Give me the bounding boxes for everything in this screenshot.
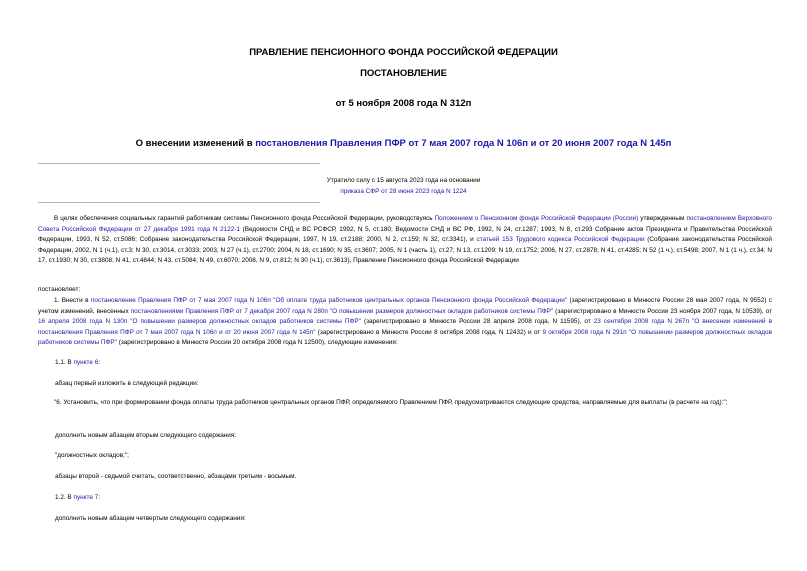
preamble-text-2: утвержденным	[638, 215, 687, 222]
item-1-2-colon: :	[98, 494, 101, 501]
item-1-text-4: (зарегистрировано в Минюсте России 28 апреля 2008 года, N 11595), от	[360, 318, 594, 326]
item-1-link-106p[interactable]: постановление Правления ПФР от 7 мая 2007 года N 106п "Об оплате труда работников центральных органов Пенсионного фонда Российской Федерации"	[90, 297, 568, 304]
item-1-link-130p[interactable]: 16 апреля 2008 года N 130п "О повышении размеров должностных окладов работников системы ПФР"	[38, 318, 361, 326]
preamble-text-1: В целях обеспечения социальных гарантий работникам системы Пенсионного фонда Российской Федерации, руководствуясь	[54, 215, 435, 222]
status-note: Утратило силу с 15 августа 2023 года на основании	[326, 177, 481, 184]
item-1-2-text: 1.2. В	[55, 494, 74, 501]
divider-top	[38, 163, 320, 164]
item-1-2	[55, 494, 100, 501]
item-1-text-3: (зарегистрировано в Минюсте России 23 ноября 2007 года, N 10539), от	[553, 307, 773, 315]
preamble-text-4: (Собрание законодательства Российской Федерации, 2002, N 1 (ч.1), ст.3; N 30, ст.3014, ст.3033; 2003, N 27 (ч.1), ст.2700; 2004, N 18, ст.1690; N 35, ст.3607; 2005, N 1 (часть 1), ст.27; N 13, ст.1209; N 19, ст.1752; 2006, N 27, ст.2878; N 41, ст.4285; N 52 (1 ч.), ст.5498; 2007, N 1 (1 ч.), ст.34; N 17, ст.1930; N 30, ст.3808; N 41, ст.4844; N 43, ст.5084; N 49, ст.6070; 2008, N 9, ст.812; N 30 (ч.1), ст.3613), Правление Пенсионного фонда Российской Федерации	[38, 236, 772, 265]
quote-salaries: "должностных окладов;";	[55, 452, 129, 459]
item-1-1	[55, 359, 100, 366]
item-1-2-link[interactable]: пункте 7	[73, 494, 99, 501]
item-1-text-6: (зарегистрировано в Минюсте России 20 октября 2008 года N 12500), следующие изменения:	[116, 339, 398, 347]
document-subject	[0, 138, 807, 149]
preamble-link-regulation[interactable]: Положением о Пенсионном фонде Российской Федерации (России)	[434, 215, 639, 222]
paragraph-renumber: абзацы второй - седьмой считать, соответственно, абзацами третьим - восьмым.	[55, 473, 297, 480]
subject-link[interactable]: постановления Правления ПФР от 7 мая 2007 года N 106п и от 20 июня 2007 года N 145п	[255, 138, 672, 149]
item-1-text-2: (зарегистрировано в Минюсте России 28 мая 2007 года, N 9552) с учетом изменений, внесенных	[38, 297, 772, 315]
item-1-text-1: 1. Внести в	[54, 297, 91, 304]
document-type: ПОСТАНОВЛЕНИЕ	[360, 68, 447, 79]
paragraph-add-fourth: дополнить новым абзацем четвертым следующего содержания:	[55, 515, 246, 522]
item-1-link-291p[interactable]: 9 октября 2008 года N 291п "О повышении размеров должностных окладов работников системы ПФР"	[38, 328, 772, 347]
organization-title: ПРАВЛЕНИЕ ПЕНСИОННОГО ФОНДА РОССИЙСКОЙ ФЕДЕРАЦИИ	[249, 47, 558, 58]
quote-item-6: "6. Установить, что при формировании фонда оплаты труда работников центральных органов ПФР, определяемого Правлением ПФР, предусматриваются следующие средства, направляемые для выплаты (в расчете на год):";	[54, 399, 728, 406]
item-1-1-text: 1.1. В	[55, 359, 74, 366]
resolves-line: постановляет:	[38, 286, 81, 293]
preamble-link-labor-code[interactable]: статьей 153 Трудового кодекса Российской Федерации	[476, 236, 645, 244]
preamble-text-3: (Ведомости СНД и ВС РСФСР, 1992, N 5, ст.180; Ведомости СНД и ВС РФ, 1992, N 24, ст.1287; 1993, N 8, ст.293 Собрание актов Президента и Правительства Российской Федерации, 1993, N 52, ст.5086; Собрание законодательства Российской Федерации, 1997, N 19, ст.2188; 2000, N 2, ст.159; N 32, ст.3341), и	[38, 225, 772, 244]
item-1-1-link[interactable]: пункте 6	[73, 359, 99, 366]
preamble-paragraph	[38, 214, 772, 267]
paragraph-add-second: дополнить новым абзацем вторым следующего содержания:	[55, 432, 237, 439]
item-1-text-5: (зарегистрировано в Минюсте России 8 октября 2008 года, N 12432) и от	[315, 328, 543, 336]
status-link[interactable]: приказа СФР от 28 июня 2023 года N 1224	[340, 188, 467, 195]
subject-prefix: О внесении изменений в	[135, 138, 256, 149]
item-1-paragraph	[38, 296, 772, 349]
item-1-link-267p[interactable]: 23 сентября 2008 года N 267п "О внесении изменений в постановления Правления ПФР от 7 мая 2007 года N 106п и от 20 июня 2007 года N 145п"	[38, 318, 772, 336]
preamble-link-resolution[interactable]: постановлением Верховного Совета Российской Федерации от 27 декабря 1991 года N 2122-1	[38, 215, 772, 233]
item-1-link-280p[interactable]: постановлениями Правления ПФР от 7 декабря 2007 года N 280п "О повышении размеров должностных окладов работников системы ПФР"	[130, 307, 554, 315]
item-1-1-colon: :	[98, 359, 101, 366]
status-note-link-line	[0, 188, 807, 195]
paragraph-first-edit: абзац первый изложить в следующей редакции:	[55, 380, 199, 387]
divider-bottom	[38, 202, 320, 203]
document-date: от 5 ноября 2008 года N 312п	[335, 98, 472, 109]
